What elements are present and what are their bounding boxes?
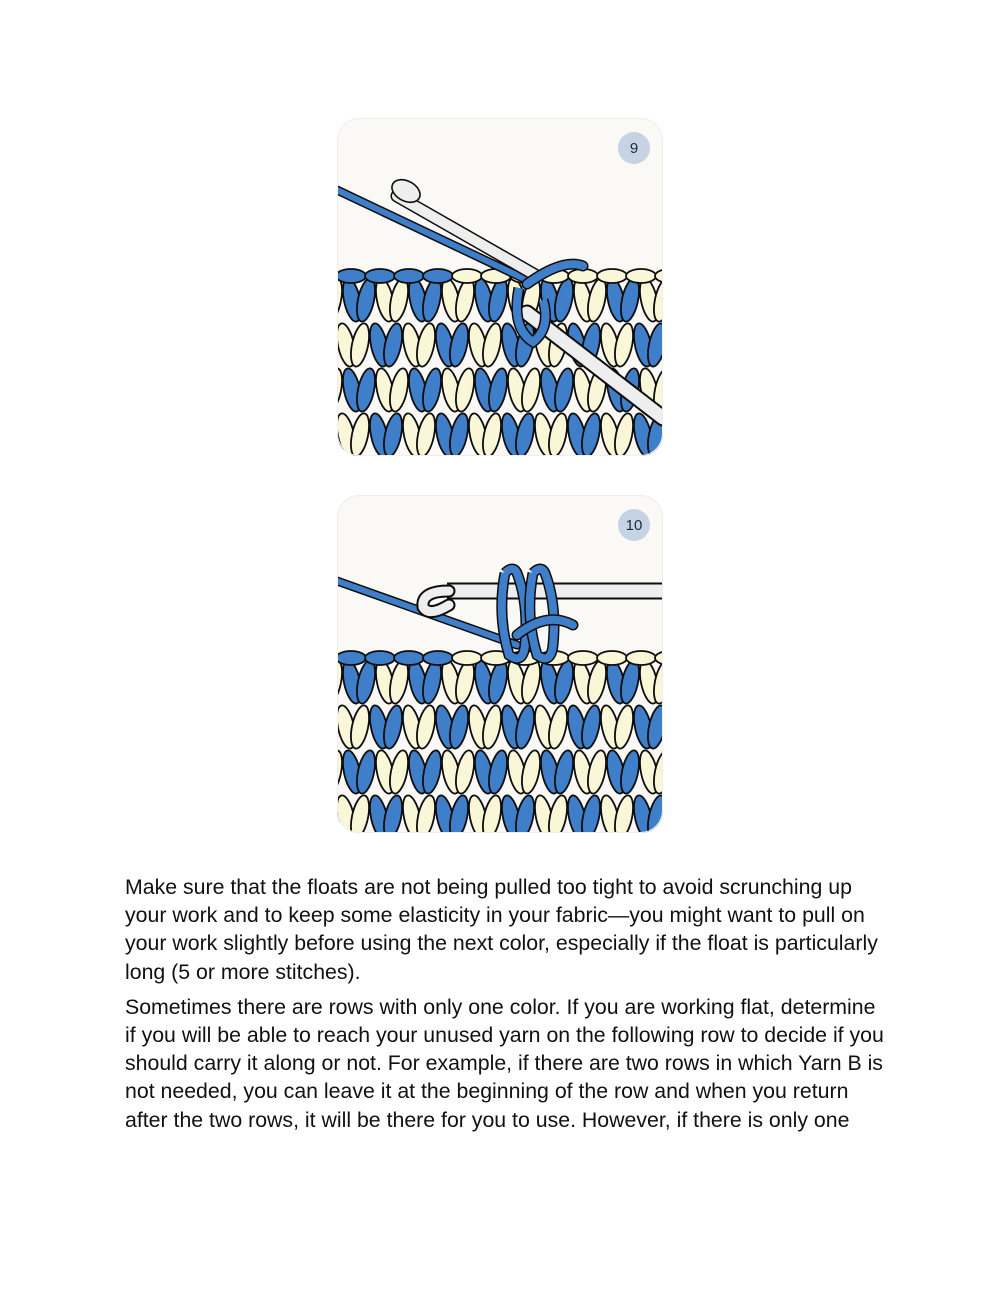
step-10-illustration bbox=[337, 495, 663, 833]
instruction-text bbox=[125, 873, 885, 1141]
paragraph-single-color-rows: Sometimes there are rows with only one color. If you are working flat, determine if you will be able to reach your unused yarn on the following row to decide if you should carry it along or not. For example, if there are two rows in which Yarn B is not needed, you can leave it at the beginning of the row and when you return after the two rows, it will be there for you to use. However, if there is only one bbox=[125, 994, 884, 1132]
crochet-fabric-illustration-9 bbox=[337, 118, 663, 456]
top-chain-stitch bbox=[337, 651, 366, 665]
top-chain-stitch bbox=[365, 651, 395, 665]
top-chain-stitch bbox=[365, 269, 395, 283]
top-chain-stitch bbox=[626, 269, 656, 283]
top-chain-stitch bbox=[597, 269, 627, 283]
top-chain-stitch bbox=[568, 651, 598, 665]
step-number-badge: 9 bbox=[618, 132, 650, 164]
top-chain-stitch bbox=[394, 651, 424, 665]
top-chain-stitch bbox=[452, 651, 482, 665]
top-chain-stitch bbox=[626, 651, 656, 665]
top-chain-stitch bbox=[337, 269, 366, 283]
paragraph-floats: Make sure that the floats are not being pulled too tight to avoid scrunching up your work and to keep some elasticity in your fabric—you might want to pull on your work slightly before using the next color, especially if the float is particularly long (5 or more stitches). bbox=[125, 875, 878, 984]
step-9-illustration bbox=[337, 118, 663, 456]
step-number-badge: 10 bbox=[618, 509, 650, 541]
crochet-fabric-illustration-10 bbox=[337, 495, 663, 833]
top-chain-stitch bbox=[423, 651, 453, 665]
top-chain-stitch bbox=[423, 269, 453, 283]
top-chain-stitch bbox=[597, 651, 627, 665]
top-chain-stitch bbox=[394, 269, 424, 283]
top-chain-stitch bbox=[452, 269, 482, 283]
